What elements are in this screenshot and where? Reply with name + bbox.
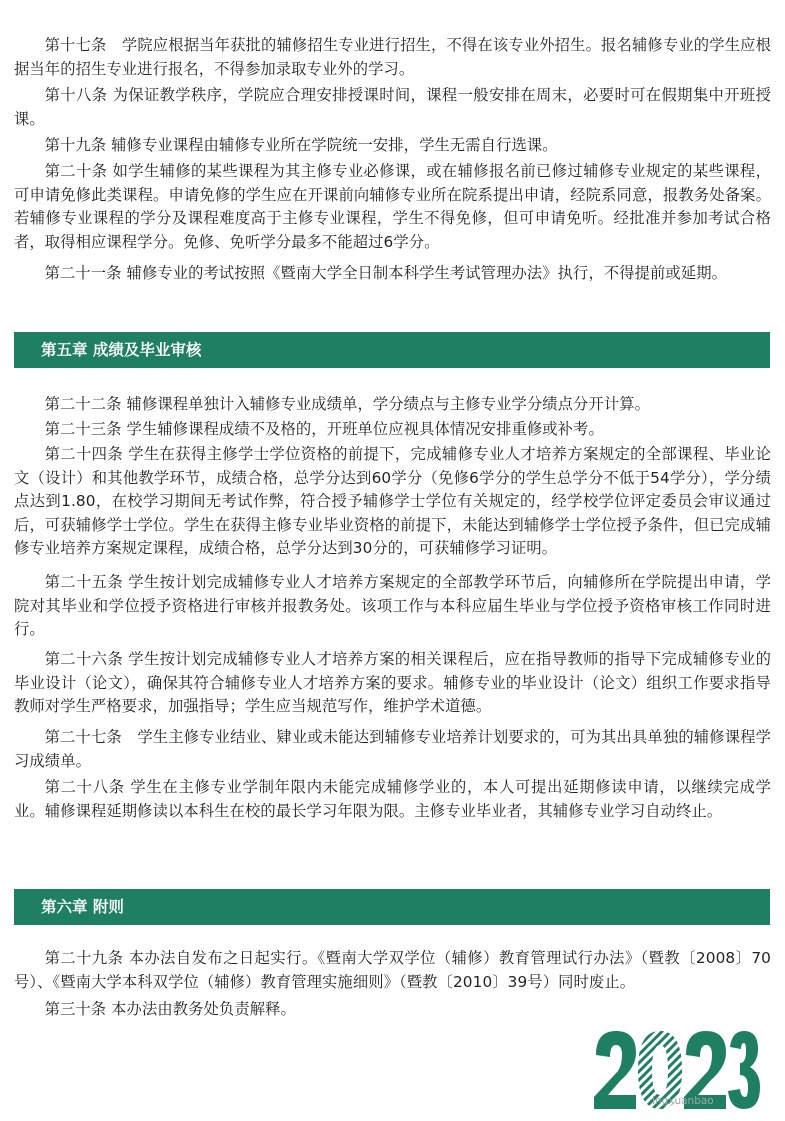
article-24: 第二十四条 学生在获得主修学士学位资格的前提下，完成辅修专业人才培养方案规定的全部课程、毕业论文（设计）和其他教学环节，成绩合格，总学分达到60学分（免修6学分的学生总学分不低于54学分），学分绩点达到1.80，在校学习期间无考试作弊，符合授予辅修学士学位有关规定的，经学校学位评定委员会审议通过后，可获辅修学士学位。学生在获得主修专业毕业资格的前提下，未能达到辅修学士学位授予条件，但已完成辅修专业培养方案规定课程，成绩合格，总学分达到30分的，可获辅修学习证明。 [14, 445, 771, 557]
article-19: 第十九条 辅修专业课程由辅修专业所在学院统一安排，学生无需自行选课。 [44, 136, 558, 154]
article-28: 第二十八条 学生在主修专业学制年限内未能完成辅修学业的，本人可提出延期修读申请，以继续完成学业。辅修课程延期修读以本科生在校的最长学习年限为限。主修专业毕业者，其辅修专业学习自动终止。 [14, 778, 771, 820]
article-17: 第十七条 学院应根据当年获批的辅修招生专业进行招生，不得在该专业外招生。报名辅修专业的学生应根据当年的招生专业进行报名，不得参加录取专业外的学习。 [14, 36, 771, 78]
article-20: 第二十条 如学生辅修的某些课程为其主修专业必修课，或在辅修报名前已修过辅修专业规定的某些课程，可申请免修此类课程。申请免修的学生应在开课前向辅修专业所在院系提出申请，经院系同意，报教务处备案。若辅修专业课程的学分及课程难度高于主修专业课程，学生不得免修，但可申请免听。经批准并参加考试合格者，取得相应课程学分。免修、免听学分最多不能超过6学分。 [14, 162, 771, 251]
article-21: 第二十一条 辅修专业的考试按照《暨南大学全日制本科学生考试管理办法》执行，不得提前或延期。 [44, 264, 728, 282]
article-26: 第二十六条 学生按计划完成辅修专业人才培养方案的相关课程后，应在指导教师的指导下完成辅修专业的毕业设计（论文），确保其符合辅修专业人才培养方案的要求。辅修专业的毕业设计（论文）组织工作要求指导教师对学生严格要求，加强指导；学生应当规范写作，维护学术道德。 [14, 650, 771, 715]
article-23: 第二十三条 学生辅修课程成绩不及格的，开班单位应视具体情况安排重修或补考。 [44, 420, 604, 438]
chapter-5-heading: 第五章 成绩及毕业审核 [14, 332, 770, 368]
article-29: 第二十九条 本办法自发布之日起实行。《暨南大学双学位（辅修）教育管理试行办法》（暨教〔2008〕70号）、《暨南大学本科双学位（辅修）教育管理实施细则》（暨教〔2010〕39号）同时废止。 [14, 949, 771, 991]
article-18: 第十八条 为保证教学秩序，学院应合理安排授课时间，课程一般安排在周末，必要时可在假期集中开班授课。 [14, 86, 771, 128]
chapter-6-heading: 第六章 附则 [14, 889, 770, 925]
watermark: ingxuanbao [652, 1095, 714, 1107]
article-30: 第三十条 本办法由教务处负责解释。 [44, 1000, 296, 1018]
article-22: 第二十二条 辅修课程单独计入辅修专业成绩单，学分绩点与主修专业学分绩点分开计算。 [44, 395, 651, 413]
article-25: 第二十五条 学生按计划完成辅修专业人才培养方案规定的全部教学环节后，向辅修所在学院提出申请，学院对其毕业和学位授予资格进行审核并报教务处。该项工作与本科应届生毕业与学位授予资格审核工作同时进行。 [14, 573, 771, 638]
article-27: 第二十七条 学生主修专业结业、肄业或未能达到辅修专业培养计划要求的，可为其出具单独的辅修课程学习成绩单。 [14, 728, 771, 770]
